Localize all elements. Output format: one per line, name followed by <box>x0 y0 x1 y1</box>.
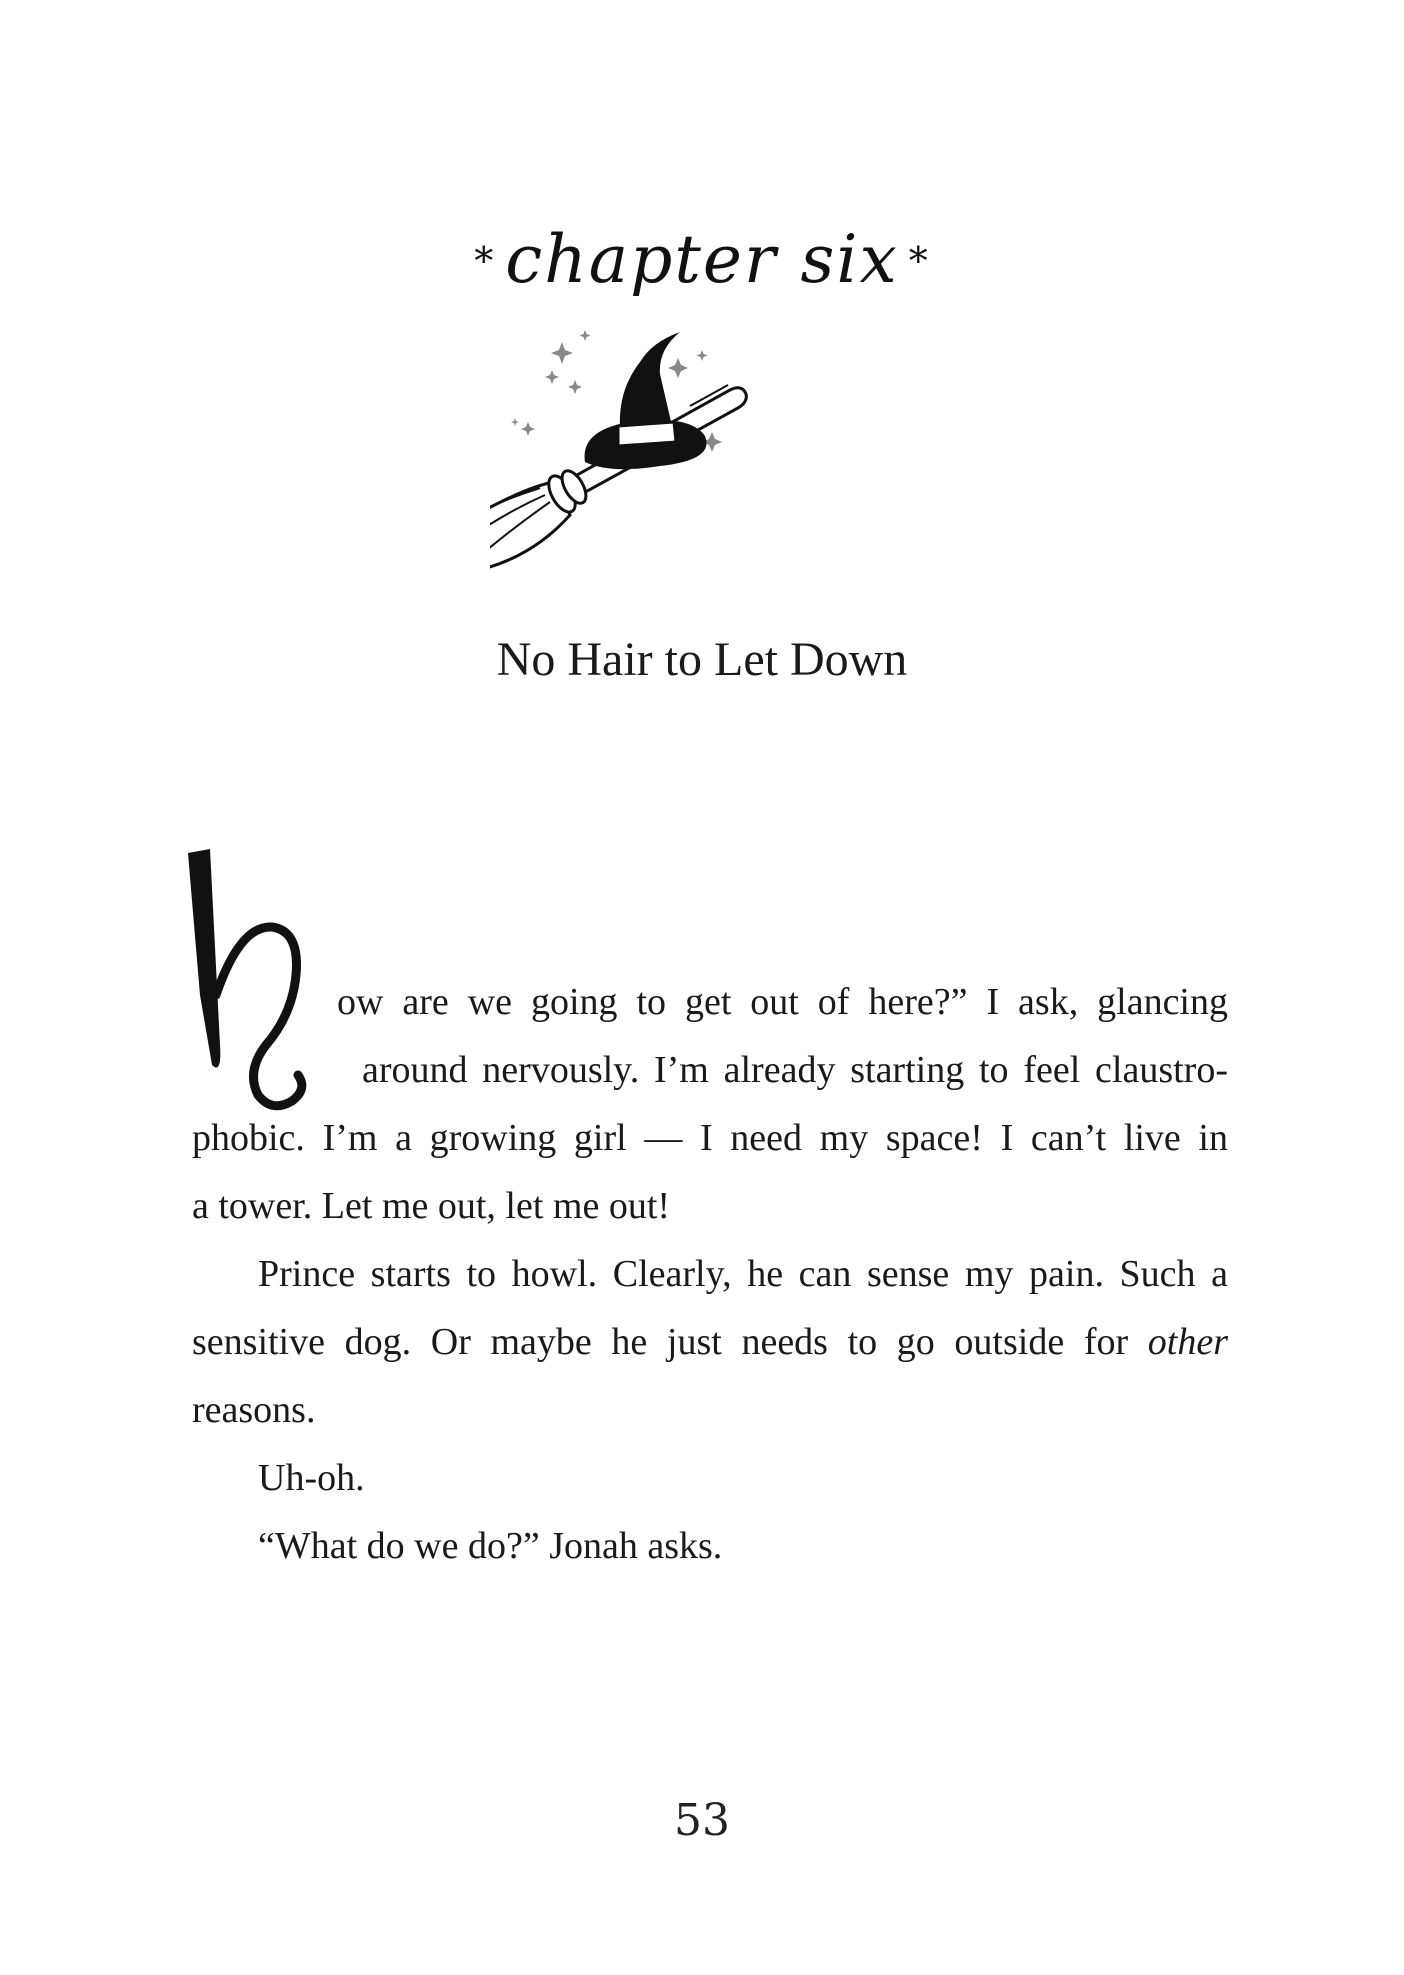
paragraph-3: Uh-oh. <box>258 1457 365 1499</box>
paragraph-2-end: reasons. <box>192 1389 316 1431</box>
page-number: 53 <box>674 1795 730 1846</box>
body-text <box>192 968 1228 1580</box>
chapter-heading-text: chapter six <box>505 221 899 298</box>
paragraph-1 <box>192 968 1228 1240</box>
asterisk-ornament-left: * <box>474 239 496 283</box>
witch-hat-on-broomstick-icon <box>490 310 940 610</box>
paragraph-1-line-4: a tower. Let me out, let me out! <box>192 1185 671 1227</box>
paragraph-2 <box>192 1240 1228 1444</box>
paragraph-1-line-3: phobic. I’m a growing girl — I need my space! I can’t live in <box>192 1117 1228 1159</box>
chapter-title: No Hair to Let Down <box>496 633 908 686</box>
asterisk-ornament-right: * <box>908 239 930 283</box>
paragraph-1-line-2: around nervously. I’m already starting to feel claustro- <box>362 1049 1228 1091</box>
paragraph-2-text: Prince starts to howl. Clearly, he can sense my pain. Such a sensitive dog. Or maybe he just needs to go outside for <box>192 1253 1228 1363</box>
paragraph-1-line-1: ow are we going to get out of here?” I ask, glancing <box>337 981 1228 1023</box>
paragraph-2-italic: other <box>1147 1321 1228 1363</box>
paragraph-4: “What do we do?” Jonah asks. <box>258 1525 723 1567</box>
chapter-heading <box>0 215 1404 305</box>
